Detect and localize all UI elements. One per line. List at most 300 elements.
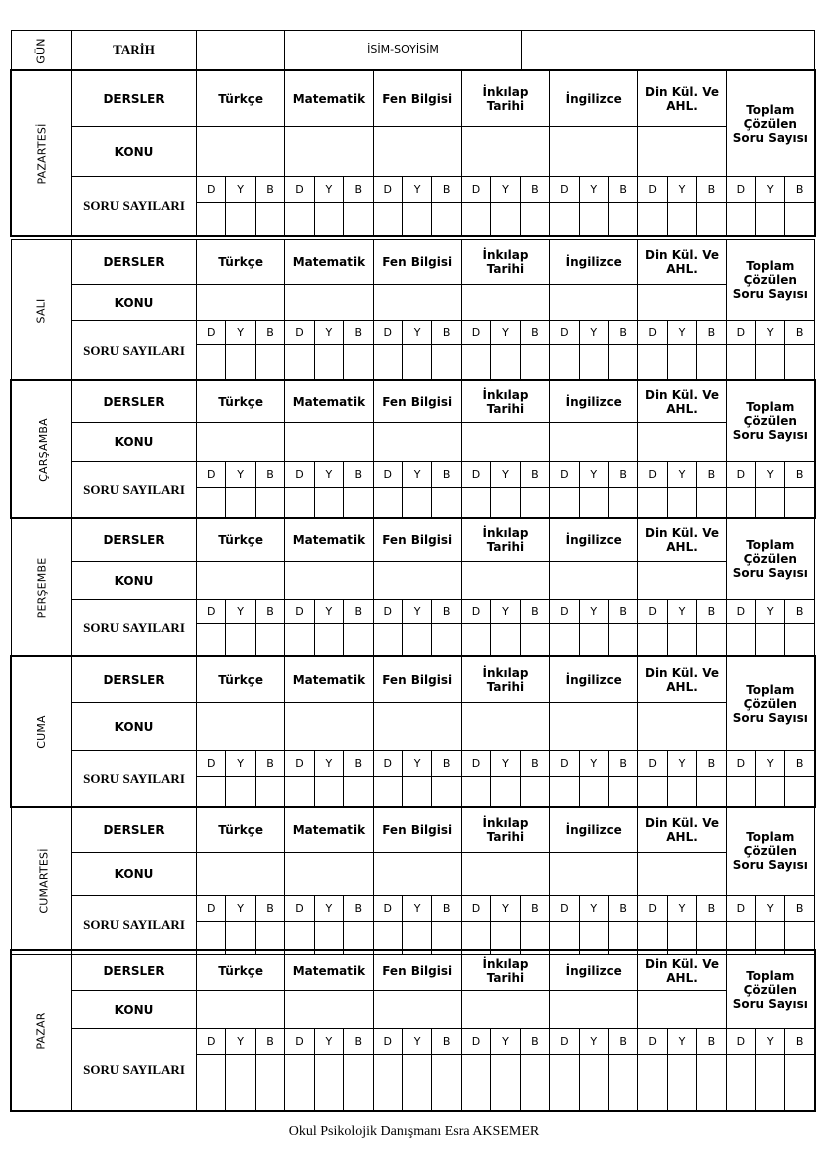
count-input-cell[interactable] <box>255 777 284 807</box>
dyb-header: B <box>520 751 549 777</box>
dyb-header: B <box>432 321 461 345</box>
count-input-cell[interactable] <box>461 203 490 236</box>
count-input-cell[interactable] <box>197 1055 226 1111</box>
count-input-cell[interactable] <box>697 777 726 807</box>
dyb-header: Y <box>314 751 343 777</box>
dyb-header: D <box>285 751 314 777</box>
dyb-header: Y <box>314 462 343 488</box>
count-input-cell[interactable] <box>285 624 314 657</box>
count-input-cell[interactable] <box>697 488 726 518</box>
dyb-header: Y <box>226 751 255 777</box>
toplam-header: Toplam Çözülen Soru Sayısı <box>726 240 814 321</box>
toplam-header: Toplam Çözülen Soru Sayısı <box>726 71 814 177</box>
soru-sayilari-label: SORU SAYILARI <box>72 751 197 807</box>
soru-sayilari-label: SORU SAYILARI <box>72 1029 197 1111</box>
toplam-header: Toplam Çözülen Soru Sayısı <box>726 657 814 751</box>
konu-input-cell[interactable] <box>197 127 285 177</box>
day-name: PAZARTESİ <box>35 122 49 185</box>
subject-header: Fen Bilgisi <box>373 71 461 127</box>
dyb-header: Y <box>491 896 520 922</box>
count-input-cell[interactable] <box>255 203 284 236</box>
count-input-cell[interactable] <box>461 777 490 807</box>
count-input-cell[interactable] <box>432 1055 461 1111</box>
count-input-cell[interactable] <box>579 777 608 807</box>
count-input-cell[interactable] <box>255 624 284 657</box>
subject-header: İngilizce <box>550 807 638 853</box>
count-input-cell[interactable] <box>432 345 461 381</box>
konu-input-cell[interactable] <box>550 991 638 1029</box>
dyb-header: Y <box>226 600 255 624</box>
konu-input-cell[interactable] <box>638 423 726 462</box>
konu-input-cell[interactable] <box>373 127 461 177</box>
dyb-header: Y <box>402 177 431 203</box>
count-input-cell[interactable] <box>373 624 402 657</box>
dyb-header: B <box>520 1029 549 1055</box>
count-input-cell[interactable] <box>667 777 696 807</box>
count-input-cell[interactable] <box>608 624 637 657</box>
subject-header: Matematik <box>285 951 373 991</box>
subject-header: İnkılap Tarihi <box>461 657 549 703</box>
konu-input-cell[interactable] <box>461 285 549 321</box>
subject-header: İnkılap Tarihi <box>461 807 549 853</box>
dyb-header: D <box>726 896 755 922</box>
tarih-value-cell[interactable] <box>197 31 285 70</box>
count-input-cell[interactable] <box>638 203 667 236</box>
count-input-cell[interactable] <box>608 203 637 236</box>
count-input-cell[interactable] <box>550 345 579 381</box>
konu-input-cell[interactable] <box>638 703 726 751</box>
subject-header: İngilizce <box>550 951 638 991</box>
count-input-cell[interactable] <box>667 488 696 518</box>
dyb-header: D <box>550 1029 579 1055</box>
count-input-cell[interactable] <box>402 203 431 236</box>
count-input-cell[interactable] <box>226 1055 255 1111</box>
dyb-header: D <box>638 321 667 345</box>
dyb-header: B <box>520 321 549 345</box>
konu-input-cell[interactable] <box>373 423 461 462</box>
day-block <box>11 950 815 1111</box>
count-input-cell[interactable] <box>638 488 667 518</box>
dyb-header: D <box>461 600 490 624</box>
dyb-header: D <box>373 751 402 777</box>
count-input-cell[interactable] <box>785 1055 814 1111</box>
dyb-header: Y <box>402 751 431 777</box>
dyb-header: Y <box>667 321 696 345</box>
dyb-header: Y <box>579 896 608 922</box>
count-input-cell[interactable] <box>314 1055 343 1111</box>
subject-header: İnkılap Tarihi <box>461 71 549 127</box>
subject-header: İnkılap Tarihi <box>461 381 549 423</box>
count-input-cell[interactable] <box>638 624 667 657</box>
dyb-header: D <box>197 177 226 203</box>
dyb-header: Y <box>579 1029 608 1055</box>
count-input-cell[interactable] <box>344 488 373 518</box>
konu-input-cell[interactable] <box>285 285 373 321</box>
count-input-cell[interactable] <box>432 777 461 807</box>
count-input-cell[interactable] <box>608 488 637 518</box>
count-input-cell[interactable] <box>608 345 637 381</box>
dyb-header: D <box>197 321 226 345</box>
dyb-header: Y <box>402 462 431 488</box>
count-input-cell[interactable] <box>756 345 785 381</box>
dyb-header: B <box>785 600 814 624</box>
count-input-cell[interactable] <box>226 624 255 657</box>
konu-input-cell[interactable] <box>285 703 373 751</box>
count-input-cell[interactable] <box>726 488 755 518</box>
soru-sayilari-label: SORU SAYILARI <box>72 896 197 955</box>
count-input-cell[interactable] <box>285 203 314 236</box>
count-input-cell[interactable] <box>285 488 314 518</box>
subject-header: Fen Bilgisi <box>373 240 461 285</box>
dyb-header: D <box>726 1029 755 1055</box>
count-input-cell[interactable] <box>726 203 755 236</box>
dyb-header: B <box>520 462 549 488</box>
day-block <box>11 70 815 236</box>
count-input-cell[interactable] <box>726 624 755 657</box>
count-input-cell[interactable] <box>285 345 314 381</box>
dyb-header: Y <box>491 1029 520 1055</box>
count-input-cell[interactable] <box>667 624 696 657</box>
konu-input-cell[interactable] <box>461 991 549 1029</box>
dyb-header: Y <box>226 896 255 922</box>
weekly-study-sheet <box>11 30 814 1077</box>
dyb-header: B <box>344 896 373 922</box>
count-input-cell[interactable] <box>226 203 255 236</box>
dyb-header: D <box>638 1029 667 1055</box>
soru-sayilari-label: SORU SAYILARI <box>72 462 197 518</box>
subject-header: Fen Bilgisi <box>373 381 461 423</box>
dyb-header: B <box>255 177 284 203</box>
konu-label: KONU <box>72 703 197 751</box>
count-input-cell[interactable] <box>432 203 461 236</box>
dyb-header: D <box>461 1029 490 1055</box>
dyb-header: B <box>255 600 284 624</box>
dyb-header: B <box>255 321 284 345</box>
subject-header: Din Kül. Ve AHL. <box>638 71 726 127</box>
toplam-header: Toplam Çözülen Soru Sayısı <box>726 951 814 1029</box>
count-input-cell[interactable] <box>373 203 402 236</box>
count-input-cell[interactable] <box>255 1055 284 1111</box>
subject-header: Türkçe <box>197 807 285 853</box>
konu-input-cell[interactable] <box>461 703 549 751</box>
konu-label: KONU <box>72 562 197 600</box>
count-input-cell[interactable] <box>491 1055 520 1111</box>
count-input-cell[interactable] <box>756 1055 785 1111</box>
konu-input-cell[interactable] <box>197 423 285 462</box>
dyb-header: D <box>373 1029 402 1055</box>
dyb-header: B <box>520 177 549 203</box>
konu-input-cell[interactable] <box>638 127 726 177</box>
count-input-cell[interactable] <box>756 624 785 657</box>
dyb-header: B <box>697 896 726 922</box>
subject-header: Türkçe <box>197 951 285 991</box>
count-input-cell[interactable] <box>638 777 667 807</box>
dyb-header: Y <box>667 1029 696 1055</box>
dyb-header: Y <box>667 600 696 624</box>
count-input-cell[interactable] <box>491 203 520 236</box>
toplam-header: Toplam Çözülen Soru Sayısı <box>726 807 814 896</box>
dyb-header: Y <box>314 1029 343 1055</box>
count-input-cell[interactable] <box>579 624 608 657</box>
count-input-cell[interactable] <box>579 203 608 236</box>
dyb-header: D <box>550 177 579 203</box>
count-input-cell[interactable] <box>520 624 549 657</box>
dyb-header: D <box>461 321 490 345</box>
count-input-cell[interactable] <box>550 777 579 807</box>
day-name: CUMARTESİ <box>37 848 51 914</box>
konu-input-cell[interactable] <box>550 853 638 896</box>
toplam-header: Toplam Çözülen Soru Sayısı <box>726 518 814 600</box>
count-input-cell[interactable] <box>579 1055 608 1111</box>
day-name: PAZAR <box>34 1012 48 1050</box>
dyb-header: Y <box>579 177 608 203</box>
dyb-header: D <box>550 896 579 922</box>
count-input-cell[interactable] <box>491 624 520 657</box>
count-input-cell[interactable] <box>344 624 373 657</box>
dyb-header: D <box>197 896 226 922</box>
dyb-header: B <box>255 1029 284 1055</box>
dyb-header: D <box>285 896 314 922</box>
dyb-header: Y <box>756 177 785 203</box>
konu-input-cell[interactable] <box>197 285 285 321</box>
count-input-cell[interactable] <box>667 203 696 236</box>
konu-input-cell[interactable] <box>285 991 373 1029</box>
count-input-cell[interactable] <box>314 624 343 657</box>
dyb-header: D <box>285 321 314 345</box>
dyb-header: B <box>697 1029 726 1055</box>
day-name-cell <box>12 951 72 1111</box>
dyb-header: Y <box>226 177 255 203</box>
count-input-cell[interactable] <box>785 624 814 657</box>
konu-input-cell[interactable] <box>550 562 638 600</box>
count-input-cell[interactable] <box>638 345 667 381</box>
subject-header: Matematik <box>285 807 373 853</box>
count-input-cell[interactable] <box>373 777 402 807</box>
count-input-cell[interactable] <box>314 488 343 518</box>
konu-input-cell[interactable] <box>638 853 726 896</box>
konu-input-cell[interactable] <box>638 991 726 1029</box>
count-input-cell[interactable] <box>491 777 520 807</box>
konu-input-cell[interactable] <box>285 423 373 462</box>
dersler-label: DERSLER <box>72 807 197 853</box>
konu-input-cell[interactable] <box>373 562 461 600</box>
count-input-cell[interactable] <box>344 345 373 381</box>
count-input-cell[interactable] <box>608 1055 637 1111</box>
count-input-cell[interactable] <box>373 1055 402 1111</box>
count-input-cell[interactable] <box>520 1055 549 1111</box>
dyb-header: D <box>550 321 579 345</box>
dyb-header: Y <box>226 1029 255 1055</box>
count-input-cell[interactable] <box>373 488 402 518</box>
dyb-header: Y <box>402 1029 431 1055</box>
count-input-cell[interactable] <box>461 488 490 518</box>
count-input-cell[interactable] <box>579 345 608 381</box>
count-input-cell[interactable] <box>255 488 284 518</box>
count-input-cell[interactable] <box>550 203 579 236</box>
count-input-cell[interactable] <box>402 777 431 807</box>
subject-header: Fen Bilgisi <box>373 951 461 991</box>
count-input-cell[interactable] <box>785 203 814 236</box>
konu-input-cell[interactable] <box>197 853 285 896</box>
count-input-cell[interactable] <box>461 624 490 657</box>
konu-input-cell[interactable] <box>373 853 461 896</box>
konu-input-cell[interactable] <box>285 853 373 896</box>
count-input-cell[interactable] <box>197 624 226 657</box>
konu-input-cell[interactable] <box>461 853 549 896</box>
count-input-cell[interactable] <box>226 488 255 518</box>
subject-header: Fen Bilgisi <box>373 807 461 853</box>
subject-header: Din Kül. Ve AHL. <box>638 807 726 853</box>
konu-input-cell[interactable] <box>550 127 638 177</box>
dyb-header: Y <box>579 600 608 624</box>
dyb-header: Y <box>402 600 431 624</box>
konu-input-cell[interactable] <box>550 423 638 462</box>
dyb-header: D <box>373 600 402 624</box>
count-input-cell[interactable] <box>226 345 255 381</box>
konu-input-cell[interactable] <box>197 991 285 1029</box>
count-input-cell[interactable] <box>402 624 431 657</box>
dyb-header: D <box>638 751 667 777</box>
konu-label: KONU <box>72 423 197 462</box>
isim-soyisim-value-cell[interactable] <box>522 31 815 70</box>
count-input-cell[interactable] <box>785 345 814 381</box>
count-input-cell[interactable] <box>402 488 431 518</box>
count-input-cell[interactable] <box>550 624 579 657</box>
dyb-header: D <box>726 462 755 488</box>
konu-input-cell[interactable] <box>461 423 549 462</box>
count-input-cell[interactable] <box>285 1055 314 1111</box>
dyb-header: Y <box>402 321 431 345</box>
dyb-header: D <box>197 1029 226 1055</box>
subject-header: İnkılap Tarihi <box>461 240 549 285</box>
count-input-cell[interactable] <box>520 777 549 807</box>
count-input-cell[interactable] <box>520 203 549 236</box>
subject-header: Matematik <box>285 518 373 562</box>
subject-header: İngilizce <box>550 240 638 285</box>
count-input-cell[interactable] <box>638 1055 667 1111</box>
count-input-cell[interactable] <box>314 345 343 381</box>
count-input-cell[interactable] <box>197 345 226 381</box>
count-input-cell[interactable] <box>197 488 226 518</box>
count-input-cell[interactable] <box>461 1055 490 1111</box>
konu-input-cell[interactable] <box>285 127 373 177</box>
konu-input-cell[interactable] <box>550 703 638 751</box>
count-input-cell[interactable] <box>491 488 520 518</box>
count-input-cell[interactable] <box>520 488 549 518</box>
konu-input-cell[interactable] <box>638 285 726 321</box>
count-input-cell[interactable] <box>432 488 461 518</box>
konu-input-cell[interactable] <box>373 285 461 321</box>
dyb-header: D <box>285 600 314 624</box>
dyb-header: Y <box>667 896 696 922</box>
konu-input-cell[interactable] <box>197 562 285 600</box>
count-input-cell[interactable] <box>756 203 785 236</box>
count-input-cell[interactable] <box>402 1055 431 1111</box>
dyb-header: D <box>726 177 755 203</box>
dyb-header: Y <box>226 462 255 488</box>
konu-input-cell[interactable] <box>373 991 461 1029</box>
dyb-header: B <box>344 751 373 777</box>
dyb-header: Y <box>756 896 785 922</box>
count-input-cell[interactable] <box>697 624 726 657</box>
count-input-cell[interactable] <box>550 1055 579 1111</box>
subject-header: Fen Bilgisi <box>373 518 461 562</box>
tarih-header: TARİH <box>72 31 197 70</box>
dyb-header: B <box>697 600 726 624</box>
dyb-header: B <box>608 751 637 777</box>
count-input-cell[interactable] <box>756 488 785 518</box>
konu-input-cell[interactable] <box>461 127 549 177</box>
count-input-cell[interactable] <box>197 203 226 236</box>
dyb-header: B <box>520 600 549 624</box>
dyb-header: D <box>373 321 402 345</box>
count-input-cell[interactable] <box>344 1055 373 1111</box>
count-input-cell[interactable] <box>314 203 343 236</box>
count-input-cell[interactable] <box>285 777 314 807</box>
dyb-header: D <box>550 600 579 624</box>
dyb-header: B <box>697 751 726 777</box>
count-input-cell[interactable] <box>226 777 255 807</box>
konu-input-cell[interactable] <box>197 703 285 751</box>
count-input-cell[interactable] <box>432 624 461 657</box>
day-name-cell <box>12 381 72 518</box>
count-input-cell[interactable] <box>608 777 637 807</box>
count-input-cell[interactable] <box>491 345 520 381</box>
count-input-cell[interactable] <box>726 1055 755 1111</box>
count-input-cell[interactable] <box>726 345 755 381</box>
count-input-cell[interactable] <box>197 777 226 807</box>
count-input-cell[interactable] <box>344 777 373 807</box>
count-input-cell[interactable] <box>461 345 490 381</box>
dyb-header: B <box>785 751 814 777</box>
count-input-cell[interactable] <box>667 345 696 381</box>
count-input-cell[interactable] <box>579 488 608 518</box>
count-input-cell[interactable] <box>667 1055 696 1111</box>
count-input-cell[interactable] <box>550 488 579 518</box>
konu-input-cell[interactable] <box>550 285 638 321</box>
konu-input-cell[interactable] <box>461 562 549 600</box>
dyb-header: D <box>550 462 579 488</box>
count-input-cell[interactable] <box>255 345 284 381</box>
subject-header: Matematik <box>285 71 373 127</box>
dyb-header: D <box>726 321 755 345</box>
count-input-cell[interactable] <box>344 203 373 236</box>
count-input-cell[interactable] <box>756 777 785 807</box>
count-input-cell[interactable] <box>785 777 814 807</box>
count-input-cell[interactable] <box>726 777 755 807</box>
count-input-cell[interactable] <box>373 345 402 381</box>
dyb-header: D <box>638 896 667 922</box>
subject-header: İngilizce <box>550 518 638 562</box>
dyb-header: Y <box>756 321 785 345</box>
dyb-header: D <box>726 751 755 777</box>
header-table <box>11 30 815 70</box>
konu-input-cell[interactable] <box>285 562 373 600</box>
konu-input-cell[interactable] <box>638 562 726 600</box>
count-input-cell[interactable] <box>785 488 814 518</box>
day-name-cell <box>12 807 72 955</box>
dyb-header: Y <box>314 600 343 624</box>
count-input-cell[interactable] <box>314 777 343 807</box>
count-input-cell[interactable] <box>402 345 431 381</box>
konu-input-cell[interactable] <box>373 703 461 751</box>
count-input-cell[interactable] <box>520 345 549 381</box>
dyb-header: B <box>432 751 461 777</box>
dyb-header: Y <box>667 751 696 777</box>
count-input-cell[interactable] <box>697 345 726 381</box>
count-input-cell[interactable] <box>697 1055 726 1111</box>
count-input-cell[interactable] <box>697 203 726 236</box>
